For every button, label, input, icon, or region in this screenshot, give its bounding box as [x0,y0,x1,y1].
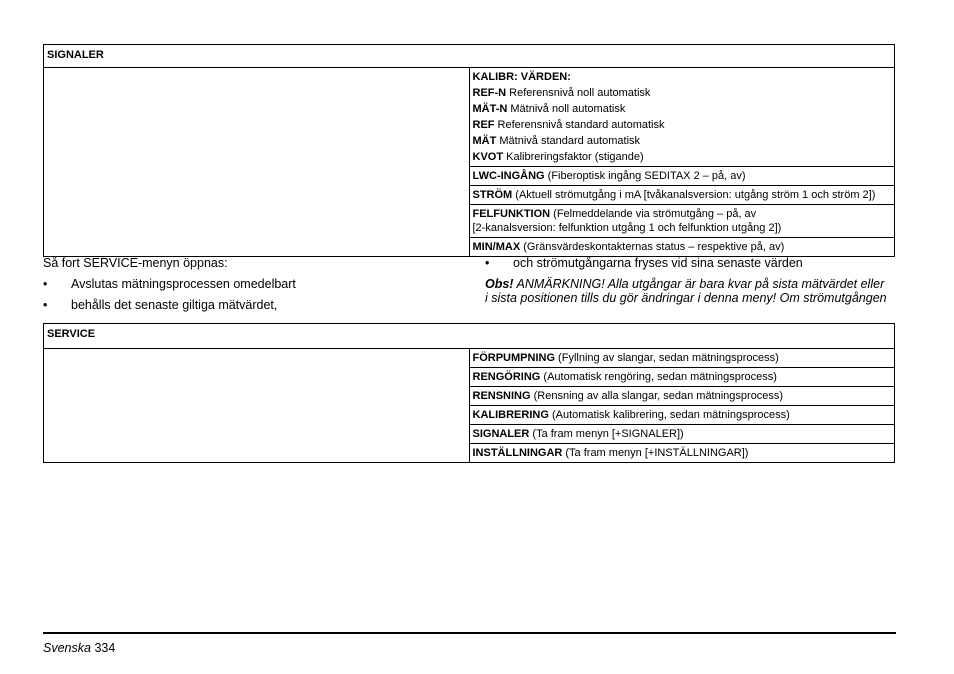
service-item: INSTÄLLNINGAR (Ta fram menyn [+INSTÄLLNINGAR]) [469,444,895,463]
footer-language: Svenska [43,641,91,655]
signaler-table-title: SIGNALER [44,45,895,68]
service-intro-text: Så fort SERVICE-menyn öppnas: [43,256,228,270]
bullet-text: behålls det senaste giltiga mätvärdet, [71,298,278,312]
service-item: SIGNALER (Ta fram menyn [+SIGNALER]) [469,425,895,444]
bullet-symbol: • [43,298,48,312]
bullet-symbol: • [43,277,48,291]
kalibr-item: MÄT-N Mätnivå noll automatisk [472,103,626,115]
service-table-title: SERVICE [44,324,895,349]
footer-rule [43,632,896,634]
obs-label: Obs! [485,277,514,291]
page-footer [43,640,115,656]
signaler-left-cell [44,68,470,257]
obs-note-continued: i sista positionen tills du gör ändringar i denna meny! Om strömutgången [485,291,887,305]
error-function-cell: FELFUNKTION (Felmeddelande via strömutgång – på, av [2-kanalsversion: felfunktion utgång 1 och felfunktion utgång 2]) [469,205,895,238]
kalibr-heading: KALIBR: VÄRDEN: [472,71,571,83]
footer-page-number: 334 [94,641,116,655]
bullet-text: och strömutgångarna fryses vid sina senaste värden [513,256,803,270]
kalibr-item: REF Referensnivå standard automatisk [472,119,665,131]
bullet-symbol: • [485,256,490,270]
service-item: RENGÖRING (Automatisk rengöring, sedan mätningsprocess) [469,368,895,387]
min-max-cell: MIN/MAX (Gränsvärdeskontakternas status – respektive på, av) [469,238,895,257]
kalibr-values-cell [469,68,895,167]
kalibr-item: MÄT Mätnivå standard automatisk [472,135,641,147]
obs-note: Obs! ANMÄRKNING! Alla utgångar är bara kvar på sista mätvärdet eller [485,277,885,291]
lwc-input-cell: LWC-INGÅNG (Fiberoptisk ingång SEDITAX 2 – på, av) [469,167,895,186]
signaler-table [43,44,895,257]
service-item: FÖRPUMPNING (Fyllning av slangar, sedan mätningsprocess) [469,349,895,368]
kalibr-item: KVOT Kalibreringsfaktor (stigande) [472,151,644,163]
kalibr-item: REF-N Referensnivå noll automatisk [472,87,651,99]
current-output-cell: STRÖM (Aktuell strömutgång i mA [tvåkanalsversion: utgång ström 1 och ström 2]) [469,186,895,205]
service-table [43,323,895,463]
bullet-text: Avslutas mätningsprocessen omedelbart [71,277,296,291]
service-item: RENSNING (Rensning av alla slangar, sedan mätningsprocess) [469,387,895,406]
service-left-cell [44,349,470,463]
service-item: KALIBRERING (Automatisk kalibrering, sedan mätningsprocess) [469,406,895,425]
